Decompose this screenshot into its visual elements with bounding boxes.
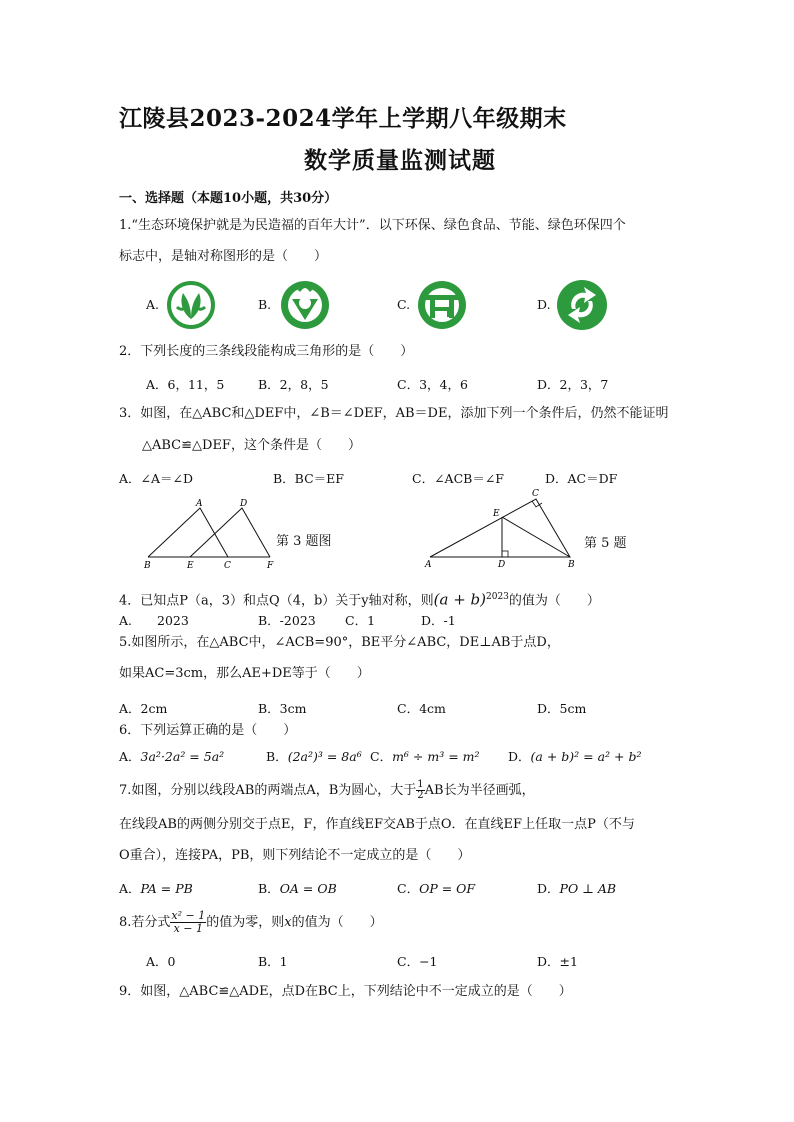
q2-option-d: D．2，3，7 [537,377,609,392]
q4-stem-a: 4．已知点P（a，3）和点Q（4，b）关于y轴对称，则 [119,593,434,609]
q3-label-e: E [187,561,194,570]
q6-expr-b: (2a²)³ = 8a⁶ [287,749,362,764]
q5-line-2: 如果AC=3cm，那么AE+DE等于（ ） [119,666,370,681]
q5-line-1: 5.如图所示，在△ABC中，∠ACB=90°，BE平分∠ABC，DE⊥AB于点D， [119,635,560,650]
title-line-1: 江陵县2023-2024学年上学期八年级期末 [119,105,567,132]
q5-label-a: A [425,560,432,570]
q3-option-d: D．AC＝DF [545,471,618,486]
q7-fraction: $\frac{1}{2}$ [417,779,424,801]
q5-label-e: E [493,509,500,519]
q7-line-2: 在线段AB的两侧分别交于点E，F，作直线EF交AB于点O．在直线EF上任取一点P（不与 [119,817,635,832]
q3-line-2: △ABC≌△DEF，这个条件是（ ） [142,438,361,453]
q6-option-a: A．3a²·2a² = 5a² [119,749,225,764]
q7-option-c: C．OP = OF [397,881,476,896]
q8-stem: 8.若分式 $\frac{\text{x² − 1}}{x - 1}$ 的值为零，则x的值为（ ） [119,909,383,935]
q4-option-b: B．-2023 [258,613,316,628]
q5-figure-caption: 第 5 题 [584,536,627,551]
q3-option-a: A．∠A＝∠D [119,471,194,486]
q7-line-3: O重合），连接PA，PB，则下列结论不一定成立的是（ ） [119,848,471,863]
q7-option-b: B．OA = OB [258,881,337,896]
q8-option-c: C．−1 [397,954,438,969]
q3-label-f: F [267,561,274,570]
q9-stem: 9．如图，△ABC≌△ADE，点D在BC上，下列结论中不一定成立的是（ ） [119,984,572,999]
recycle-logo-icon [556,279,608,331]
q1-option-d: D. [537,297,551,312]
q6-stem: 6．下列运算正确的是（ ） [119,723,297,738]
energy-saving-logo-icon [416,279,468,331]
q4-option-d: D．-1 [421,613,456,628]
q5-option-c: C．4cm [397,701,446,716]
green-food-logo-icon [279,279,331,331]
q8-option-b: B．1 [258,954,288,969]
q1-option-a: A. [146,297,160,312]
q2-stem: 2．下列长度的三条线段能构成三角形的是（ ） [119,344,414,359]
q6-expr-a: 3a²·2a² = 5a² [140,749,225,764]
q7-option-d: D．PO ⊥ AB [537,881,617,896]
q7-line-1: 7.如图，分别以线段AB的两端点A，B为圆心，大于 $\frac{1}{2}$ AB长为半径画弧， [119,779,535,801]
q7-option-a: A．PA = PB [119,881,193,896]
q3-option-b: B．BC＝EF [273,471,344,486]
q5-label-c: C [532,489,539,499]
q8-option-a: A．0 [146,954,176,969]
q6-expr-c: m⁶ ÷ m³ = m² [392,749,480,764]
q1-option-c: C. [397,297,411,312]
q4-expr: (a + b) [433,590,486,609]
q6-option-c: C．m⁶ ÷ m³ = m² [370,749,480,764]
q5-label-d: D [498,560,506,570]
leaf-logo-icon [165,279,217,331]
q1-option-b: B. [258,297,272,312]
q3-line-1: 3．如图，在△ABC和△DEF中，∠B＝∠DEF，AB＝DE，添加下列一个条件后，仍然不能证明 [119,406,669,421]
q3-figure-caption: 第 3 题图 [276,534,332,549]
q3-triangle-figure [140,495,280,570]
q5-option-b: B．3cm [258,701,307,716]
q3-label-b: B [144,561,151,570]
q1-line-2: 标志中，是轴对称图形的是（ ） [119,249,328,264]
q3-label-a: A [196,499,203,509]
q5-option-a: A．2cm [119,701,168,716]
section-heading: 一、选择题（本题10小题，共30分） [119,191,338,206]
q4-stem-b: 的值为（ ） [508,593,600,609]
q2-option-a: A．6，11，5 [146,377,225,392]
q5-option-d: D．5cm [537,701,587,716]
q5-label-b: B [568,560,575,570]
q8-fraction: $\frac{\text{x² − 1}}{x - 1}$ [171,909,206,935]
q3-option-c: C．∠ACB＝∠F [412,471,504,486]
q1-line-1: 1.“生态环境保护就是为民造福的百年大计”．以下环保、绿色食品、节能、绿色环保四个 [119,218,626,233]
title-line-2: 数学质量监测试题 [304,147,496,174]
q8-option-d: D．±1 [537,954,578,969]
q6-expr-d: (a + b)² = a² + b² [530,749,642,764]
q2-option-c: C．3，4，6 [397,377,468,392]
q4-stem [119,589,600,609]
q5-triangle-figure [420,485,580,570]
q6-option-d: D．(a + b)² = a² + b² [508,749,642,764]
q4-option-a: A. 2023 [119,613,189,628]
q6-option-b: B．(2a²)³ = 8a⁶ [266,749,362,764]
q3-label-d: D [240,499,248,509]
q3-label-c: C [224,561,231,570]
q2-option-b: B．2，8，5 [258,377,329,392]
q4-exponent: 2023 [486,592,509,602]
q4-option-c: C．1 [345,613,376,628]
